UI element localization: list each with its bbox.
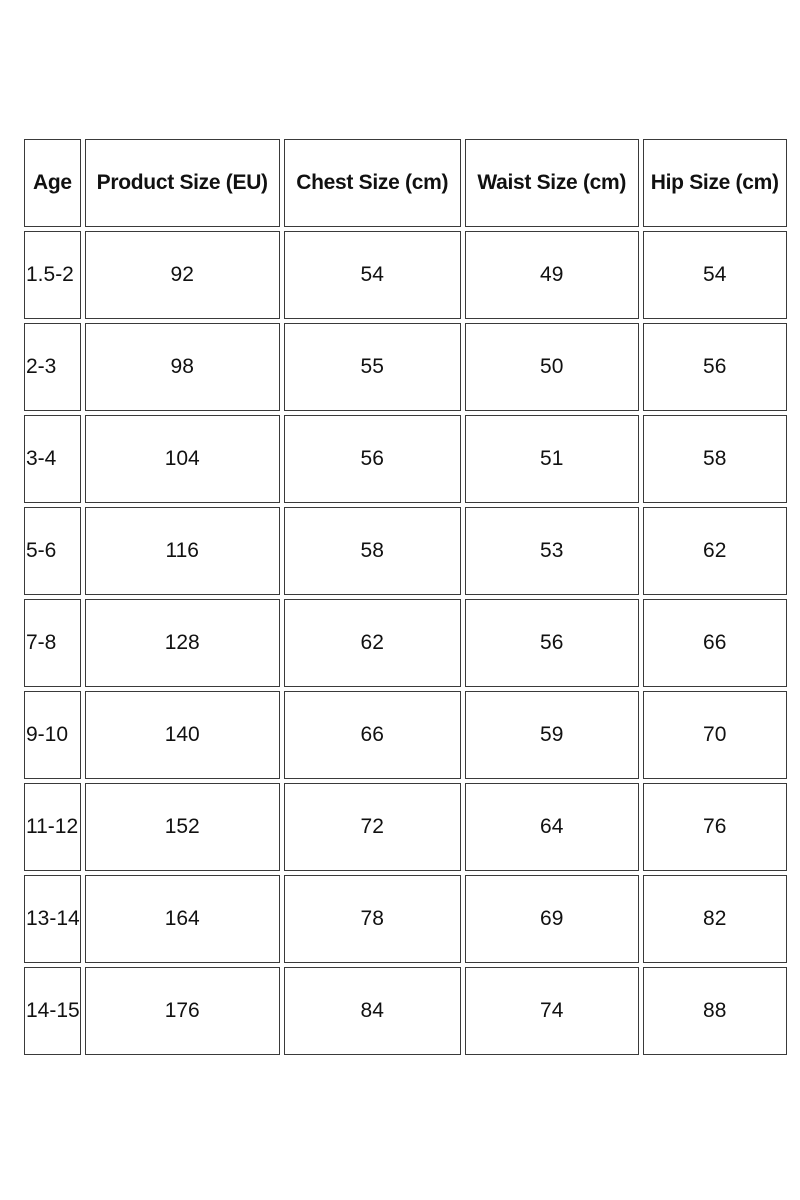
product-size-cell: 140	[85, 691, 280, 779]
age-cell: 5-6	[24, 507, 81, 595]
table-row	[24, 507, 787, 595]
header-product-size: Product Size (EU)	[85, 139, 280, 227]
chest-size-cell: 72	[284, 783, 461, 871]
hip-size-cell: 88	[643, 967, 787, 1055]
age-cell: 9-10	[24, 691, 81, 779]
product-size-cell: 98	[85, 323, 280, 411]
chest-size-cell: 66	[284, 691, 461, 779]
age-cell: 11-12	[24, 783, 81, 871]
chest-size-cell: 56	[284, 415, 461, 503]
table-row	[24, 231, 787, 319]
waist-size-cell: 49	[465, 231, 639, 319]
waist-size-cell: 59	[465, 691, 639, 779]
age-cell: 7-8	[24, 599, 81, 687]
waist-size-cell: 64	[465, 783, 639, 871]
size-chart-table	[20, 135, 791, 1059]
chest-size-cell: 84	[284, 967, 461, 1055]
age-cell: 14-15	[24, 967, 81, 1055]
hip-size-cell: 54	[643, 231, 787, 319]
table-row	[24, 875, 787, 963]
table-row	[24, 323, 787, 411]
waist-size-cell: 51	[465, 415, 639, 503]
table-row	[24, 967, 787, 1055]
age-cell: 1.5-2	[24, 231, 81, 319]
age-cell: 2-3	[24, 323, 81, 411]
chest-size-cell: 58	[284, 507, 461, 595]
product-size-cell: 104	[85, 415, 280, 503]
header-hip-size: Hip Size (cm)	[643, 139, 787, 227]
header-chest-size: Chest Size (cm)	[284, 139, 461, 227]
header-age: Age	[24, 139, 81, 227]
product-size-cell: 116	[85, 507, 280, 595]
hip-size-cell: 56	[643, 323, 787, 411]
age-cell: 3-4	[24, 415, 81, 503]
product-size-cell: 128	[85, 599, 280, 687]
hip-size-cell: 58	[643, 415, 787, 503]
waist-size-cell: 69	[465, 875, 639, 963]
table-row	[24, 415, 787, 503]
chest-size-cell: 78	[284, 875, 461, 963]
waist-size-cell: 53	[465, 507, 639, 595]
table-row	[24, 783, 787, 871]
chest-size-cell: 62	[284, 599, 461, 687]
hip-size-cell: 82	[643, 875, 787, 963]
product-size-cell: 164	[85, 875, 280, 963]
hip-size-cell: 70	[643, 691, 787, 779]
header-row	[24, 139, 787, 227]
table-row	[24, 599, 787, 687]
waist-size-cell: 74	[465, 967, 639, 1055]
product-size-cell: 152	[85, 783, 280, 871]
hip-size-cell: 66	[643, 599, 787, 687]
table-row	[24, 691, 787, 779]
age-cell: 13-14	[24, 875, 81, 963]
chest-size-cell: 54	[284, 231, 461, 319]
product-size-cell: 176	[85, 967, 280, 1055]
chest-size-cell: 55	[284, 323, 461, 411]
product-size-cell: 92	[85, 231, 280, 319]
waist-size-cell: 50	[465, 323, 639, 411]
header-waist-size: Waist Size (cm)	[465, 139, 639, 227]
hip-size-cell: 76	[643, 783, 787, 871]
waist-size-cell: 56	[465, 599, 639, 687]
hip-size-cell: 62	[643, 507, 787, 595]
